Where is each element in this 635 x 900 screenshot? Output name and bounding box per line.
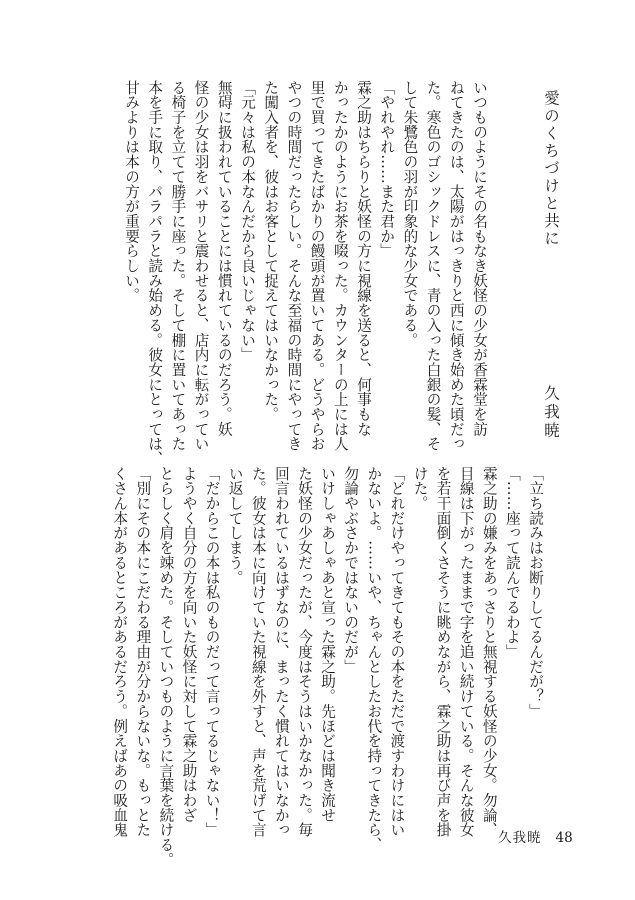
text-column: る椅子を立てて勝手に座った。そして棚に置いてあった [169,80,187,452]
page-number: 48 [555,830,573,846]
text-column: ねてきたのは、太陽がはっきりと西に傾き始めた頃だっ [447,80,465,452]
text-column: 目線は下がったままで字を追い続けている。そんな彼女 [457,466,475,838]
text-column: して朱鷺色の羽が印象的な少女である。 [401,80,419,348]
text-column: 「……座って読んでるわよ」 [503,466,521,660]
text-column: 霖之助の嫌みをあっさりと無視する妖怪の少女。勿論、 [480,466,498,838]
text-column: けた。 [411,466,429,511]
text-column: 霖之助はちらりと妖怪の方に視線を送ると、何事もな [355,80,372,437]
text-column: いつものようにその名もなき妖怪の少女が香霖堂を訪 [471,80,488,437]
text-column: 「やれやれ……また君か」 [378,80,396,259]
text-column: 「だからこの本は私のものだって言ってるじゃない！」 [203,466,221,838]
text-column: 勿論やぶさかではないのだが」 [342,466,360,674]
text-column: を若干面倒くさそうに眺めながら、霖之助は再び声を掛 [434,466,452,838]
text-column: とらしく肩を竦めた。そしていつものように言葉を続ける。 [157,466,175,867]
footer-author: 久我暁 [498,830,542,846]
text-column: 「元々は私の本なんだから良いじゃない」 [239,80,256,363]
text-column: ようやく自分の方を向いた妖怪に対して霖之助はわざ [180,466,198,823]
text-column: た。寒色のゴシックドレスに、青の入った白銀の髪、そ [424,80,442,452]
text-column: 「別にその本にこだわる理由が分からないな。もっとた [134,466,152,838]
text-column: くさん本があるところがあるだろう。例えばあの吸血鬼 [111,466,129,838]
text-column: かったかのようにお茶を啜った。カウンターの上には人 [331,80,349,452]
text-column: 里で買ってきたばかりの饅頭が置いてある。どうやらお [308,80,326,452]
text-column: かないよ。……いや、ちゃんとしたお代を持ってきたら、 [365,466,383,853]
text-column: 「立ち読みはお断りしてるんだが？」 [527,466,544,719]
text-column: 無碍に扱われていることには慣れているのだろう。妖 [215,80,233,437]
text-column: た。彼女は本に向けていた視線を外すと、声を荒げて言 [249,466,267,838]
story-title: 愛のくちづけと共に [542,90,560,248]
text-column: 怪の少女は羽をバサリと震わせると、店内に転がってい [192,80,210,452]
text-column: いけしゃあしゃあと宣った霖之助。先ほどは聞き流せ [319,466,337,823]
text-column: 回言われているはずなのに、まったく慣れてはいなかっ [272,466,290,838]
author-name: 久我暁 [542,385,560,441]
text-column: やつの時間だったらしい。そんな至福の時間にやってき [285,80,303,452]
text-column: 甘みよりは本の方が重要らしい。 [123,80,140,303]
text-column: い返してしまう。 [226,466,244,585]
text-column: た闖入者を、彼はお客として捉えてはいなかった。 [262,80,280,422]
page-footer [498,826,573,846]
text-column: 「どれだけやってきてもその本をただで渡すわけにはい [388,466,406,838]
text-column: 本を手に取り、パラパラと読み始める。彼女にとっては、 [146,80,164,467]
text-column: た妖怪の少女だったが、今度はそうはいかなかった。毎 [296,466,313,838]
